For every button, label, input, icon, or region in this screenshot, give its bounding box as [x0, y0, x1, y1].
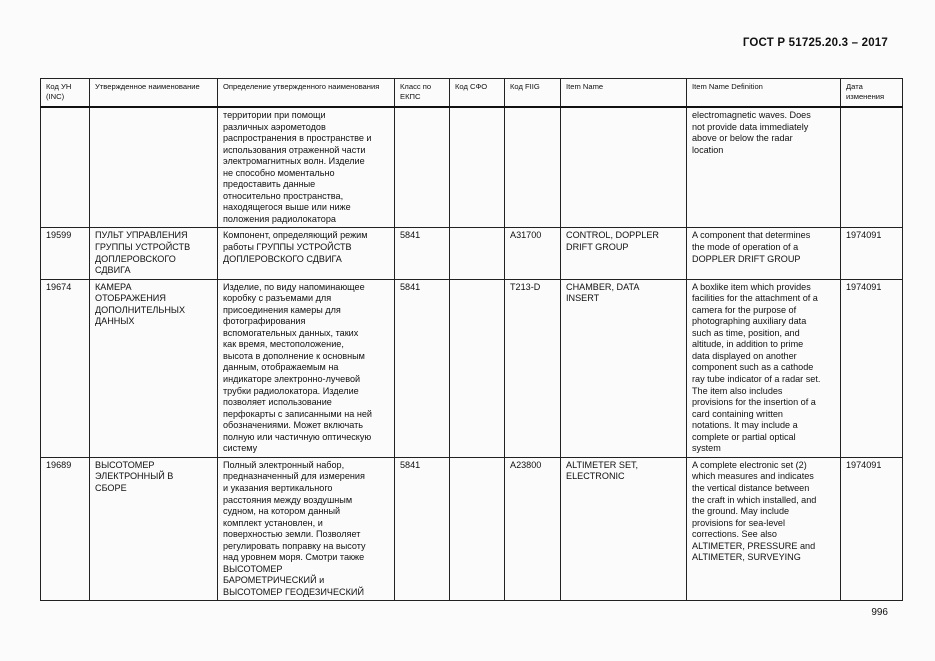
- cell-class: 5841: [395, 457, 450, 601]
- cell-item-def: A boxlike item which provides facilities for the attachment of a camera for the purpose of photographing auxiliary data such as time, position, and altitude, in addition to prime data displayed on another component such as a cathode ray tube indicator of a radar set. The item also includes provisions for the insertion of a card containing written notations. It may include a complete or partial optical system: [687, 279, 841, 457]
- cell-item-name: CHAMBER, DATA INSERT: [561, 279, 687, 457]
- cell-definition: территории при помощи различных аэрометодов распространения в пространстве и использования отраженной части электромагнитных волн. Изделие не способно моментально предоставить данные относительно пространства, находящегося выше или ниже положения радиолокатора: [218, 107, 395, 228]
- cell-definition: Полный электронный набор, предназначенный для измерения и указания вертикального расстояния между воздушным судном, на котором данный комплект установлен, и поверхностью земли. Позволяет регулировать поправку на высоту над уровнем моря. Смотри также ВЫСОТОМЕР БАРОМЕТРИЧЕСКИЙ и ВЫСОТОМЕР ГЕОДЕЗИЧЕСКИЙ: [218, 457, 395, 601]
- cell-item-def: A complete electronic set (2) which measures and indicates the vertical distance between the craft in which installed, and the ground. May include provisions for sea-level corrections. See also ALTIMETER, PRESSURE and ALTIMETER, SURVEYING: [687, 457, 841, 601]
- header-row: [41, 79, 903, 108]
- cell-inc: 19599: [41, 228, 90, 279]
- cell-class: [395, 107, 450, 228]
- page-number: 996: [871, 607, 888, 618]
- cell-date: [841, 107, 903, 228]
- cell-date: 1974091: [841, 457, 903, 601]
- cell-sfo: [450, 279, 505, 457]
- col-header-date: Дата изменения: [841, 79, 903, 108]
- cell-date: 1974091: [841, 279, 903, 457]
- col-header-name: Утвержденное наименование: [90, 79, 218, 108]
- col-header-sfo: Код СФО: [450, 79, 505, 108]
- cell-sfo: [450, 107, 505, 228]
- col-header-inc: Код УН (INC): [41, 79, 90, 108]
- cell-name: [90, 107, 218, 228]
- cell-class: 5841: [395, 228, 450, 279]
- cell-class: 5841: [395, 279, 450, 457]
- cell-name: ВЫСОТОМЕР ЭЛЕКТРОННЫЙ В СБОРЕ: [90, 457, 218, 601]
- cell-inc: 19674: [41, 279, 90, 457]
- col-header-fiig: Код FIIG: [505, 79, 561, 108]
- cell-item-def: A component that determines the mode of operation of a DOPPLER DRIFT GROUP: [687, 228, 841, 279]
- cell-inc: [41, 107, 90, 228]
- document-code: ГОСТ Р 51725.20.3 – 2017: [742, 37, 888, 49]
- cell-item-def: electromagnetic waves. Does not provide data immediately above or below the radar location: [687, 107, 841, 228]
- cell-fiig: T213-D: [505, 279, 561, 457]
- cell-inc: 19689: [41, 457, 90, 601]
- catalog-table: [40, 78, 903, 601]
- cell-name: КАМЕРА ОТОБРАЖЕНИЯ ДОПОЛНИТЕЛЬНЫХ ДАННЫХ: [90, 279, 218, 457]
- cell-definition: Изделие, по виду напоминающее коробку с разъемами для присоединения камеры для фотографирования вспомогательных данных, таких как время, местоположение, высота в дополнение к основным данным, отображаемым на индикаторе электронно-лучевой трубки радиолокатора. Изделие позволяет использование перфокарты с записанными на ней обозначениями. Может включать полную или частичную оптическую систему: [218, 279, 395, 457]
- cell-definition: Компонент, определяющий режим работы ГРУППЫ УСТРОЙСТВ ДОПЛЕРОВСКОГО СДВИГА: [218, 228, 395, 279]
- cell-item-name: CONTROL, DOPPLER DRIFT GROUP: [561, 228, 687, 279]
- cell-date: 1974091: [841, 228, 903, 279]
- cell-item-name: [561, 107, 687, 228]
- col-header-definition: Определение утвержденного наименования: [218, 79, 395, 108]
- cell-item-name: ALTIMETER SET, ELECTRONIC: [561, 457, 687, 601]
- cell-name: ПУЛЬТ УПРАВЛЕНИЯ ГРУППЫ УСТРОЙСТВ ДОПЛЕРОВСКОГО СДВИГА: [90, 228, 218, 279]
- cell-sfo: [450, 457, 505, 601]
- cell-fiig: A31700: [505, 228, 561, 279]
- cell-fiig: A23800: [505, 457, 561, 601]
- cell-fiig: [505, 107, 561, 228]
- table-row: [41, 457, 903, 601]
- col-header-class: Класс по ЕКПС: [395, 79, 450, 108]
- table-row: [41, 279, 903, 457]
- cell-sfo: [450, 228, 505, 279]
- table-row: [41, 228, 903, 279]
- col-header-item-name: Item Name: [561, 79, 687, 108]
- table-row: [41, 107, 903, 228]
- col-header-item-def: Item Name Definition: [687, 79, 841, 108]
